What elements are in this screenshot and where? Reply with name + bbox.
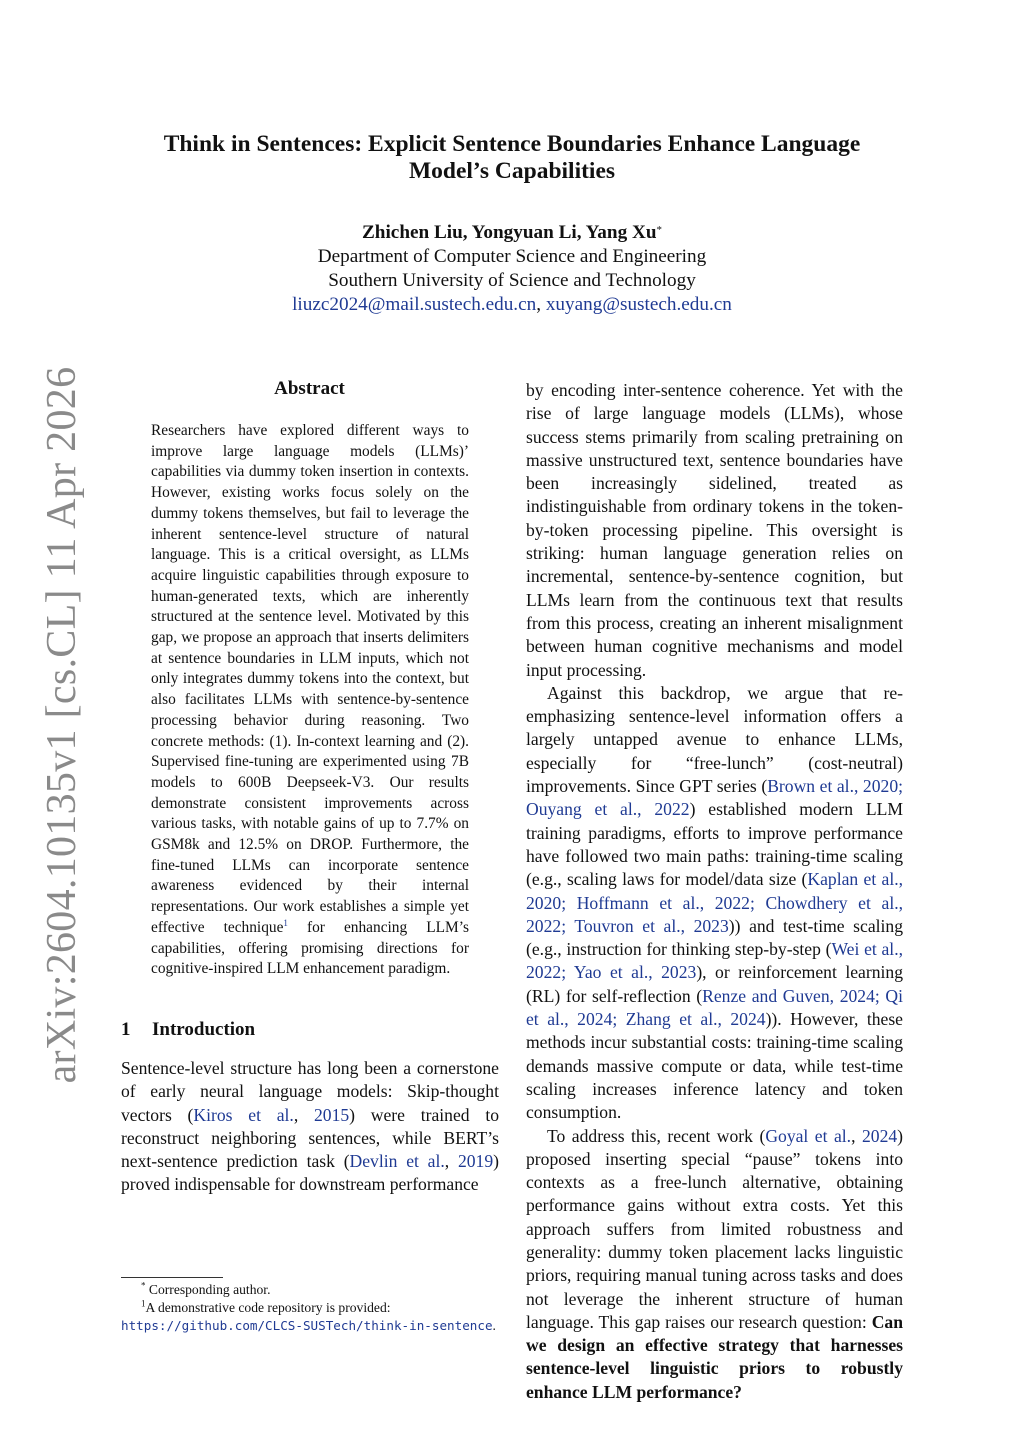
footnote-star-text: Corresponding author. [145,1282,271,1297]
section-title: Introduction [152,1019,256,1040]
paragraph-text: by encoding inter-sentence coherence. Yet with the rise of large language models (LLMs), whose success stems primarily from scaling pretraining on massive unstructured text, sentence boundaries have been increasingly sidelined, treated as indistinguishable from ordinary tokens in the token-by-token processing pipeline. This oversight is striking: human language generation relies on incremental, sentence-by-sentence cognition, but LLMs learn from the continuous text that results from this process, creating an inherent misalignment between human cognitive mechanisms and model input processing. [526,380,903,680]
citation-link-devlin[interactable]: Devlin et al. [349,1151,445,1172]
abstract-heading: Abstract [274,378,345,399]
citation-link-goyal[interactable]: Goyal et al. [765,1125,852,1146]
footnotes [121,1281,501,1335]
abstract-body [151,421,469,980]
email-separator: , [536,294,546,315]
footnote-star-mark: * [141,1280,146,1291]
citation-link-brown-ouyang[interactable]: Brown et al., 2020; Ouyang et al., 2022 [526,776,903,820]
paragraph-text: )) and test-time scaling (e.g., instruction for thinking step-by-step ( [526,915,904,960]
paragraph-text: ), or reinforcement learning (RL) for self-reflection ( [526,962,903,1006]
author-emails [0,293,1024,317]
introduction-heading [121,1018,498,1042]
research-question: Can we design an effective strategy that harnesses sentence-level linguistic priors to robustly enhance LLM performance? [526,1311,903,1402]
abstract-text: Researchers have explored different ways to improve large language models (LLMs)’ capabilities via dummy token insertion in contexts. However, existing works focus solely on the dummy tokens themselves, but fail to leverage the inherent sentence-level structure of natural language. This is a critical oversight, as LLMs acquire linguistic capabilities through exposure to human-generated texts, which are inherently structured at the sentence level. Motivated by this gap, we propose an approach that inserts delimiters at sentence boundaries in LLM inputs, which not only integrates dummy tokens into the context, but also facilitates LLMs with sentence-by-sentence processing behavior during reasoning. Two concrete methods: (1). In-context learning and (2). Supervised fine-tuning are experimented using 7B models to 600B Deepseek-V3. Our results demonstrate consistent improvements across various tasks, with notable gains of up to 7.7% on GSM8k and 12.5% on DROP. Furthermore, the fine-tuned LLMs can incorporate sentence awareness evidenced by their internal representations. Our work establishes a simple yet effective technique [151,422,469,936]
author-names-line [0,221,1024,245]
footnote-corresponding-author [121,1281,501,1299]
paragraph-text: To address this, recent work ( [547,1125,766,1146]
citation-link-kiros[interactable]: Kiros et al. [193,1104,294,1125]
paragraph-text: ) proposed inserting special “pause” tokens into contexts as a free-lunch alternative, obtaining performance gains without extra costs. Yet this approach suffers from limited robustness and generality: dummy token placement lacks linguistic priors, requiring manual tuning across tasks and does not leverage the inherent structure of human language. This gap raises our research question: [526,1125,904,1332]
citation-year-link-kiros[interactable]: 2015 [313,1104,350,1125]
footnote-1-text: A demonstrative code repository is provided: [145,1300,391,1315]
footnote-1-reference[interactable]: 1 [283,917,288,928]
introduction-right-column [526,379,903,1404]
footnote-divider [121,1277,223,1278]
footnote-1-url-line [121,1317,501,1335]
introduction-paragraph-1 [121,1057,499,1197]
citation-separator: , [293,1104,314,1125]
corresponding-author-mark: * [656,224,662,236]
email-link-liu[interactable]: liuzc2024@mail.sustech.edu.cn [292,294,537,315]
citation-link-scaling-laws[interactable]: Kaplan et al., 2020; Hoffmann et al., 2022; Chowdhery et al., 2022; Touvron et al., 2023 [526,869,904,936]
introduction-paragraph-3 [526,1125,903,1405]
author-block [0,221,1024,317]
footnote-1-period: . [492,1318,496,1333]
paragraph-text: ) proved indispensable for downstream performance [121,1151,499,1195]
arxiv-identifier-watermark: arXiv:2604.10135v1 [cs.CL] 11 Apr 2026 [39,366,85,1084]
paragraph-text: ) were trained to reconstruct neighboring sentences, while BERT’s next-sentence prediction task ( [121,1104,499,1172]
citation-year-link-devlin[interactable]: 2019 [457,1151,494,1172]
citation-year-link-goyal[interactable]: 2024 [861,1125,898,1146]
paragraph-text: ) established modern LLM training paradigms, efforts to improve performance have followed two main paths: training-time scaling (e.g., scaling laws for model/data size ( [526,799,903,890]
citation-link-wei-yao[interactable]: Wei et al., 2022; Yao et al., 2023 [526,939,903,983]
section-number: 1 [121,1019,131,1040]
paper-title [0,131,1024,185]
paragraph-text: Against this backdrop, we argue that re-emphasizing sentence-level information offers a largely untapped avenue to enhance LLMs, especially for “free-lunch” (cost-neutral) improvements. Since GPT series ( [526,682,903,797]
footnote-1-mark: 1 [141,1298,146,1309]
author-university: Southern University of Science and Technology [328,270,696,291]
email-link-xu[interactable]: xuyang@sustech.edu.cn [545,294,732,315]
citation-separator: , [444,1151,458,1172]
paragraph-text: Sentence-level structure has long been a cornerstone of early neural language models: Skip-thought vectors ( [121,1058,499,1125]
citation-separator: , [851,1125,862,1146]
footnote-1-repo-link[interactable]: https://github.com/CLCS-SUSTech/think-in-sentence [121,1318,493,1333]
paper-title-line-2: Model’s Capabilities [408,158,616,184]
citation-link-renze-qi-zhang[interactable]: Renze and Guven, 2024; Qi et al., 2024; Zhang et al., 2024 [526,985,903,1030]
paragraph-text: )). However, these methods incur substantial costs: training-time scaling demands massive compute or data, while test-time scaling increases inference latency and token consumption. [526,1009,903,1123]
introduction-paragraph-2 [526,682,903,1125]
footnote-1 [121,1299,501,1317]
introduction-paragraph-1-continued [526,379,903,682]
author-department: Department of Computer Science and Engineering [317,246,707,267]
author-names: Zhichen Liu, Yongyuan Li, Yang Xu [362,222,657,243]
abstract-text-end: for enhancing LLM’s capabilities, offering promising directions for cognitive-inspired LLM enhancement paradigm. [151,918,469,978]
paper-title-line-1: Think in Sentences: Explicit Sentence Boundaries Enhance Language [163,131,861,157]
